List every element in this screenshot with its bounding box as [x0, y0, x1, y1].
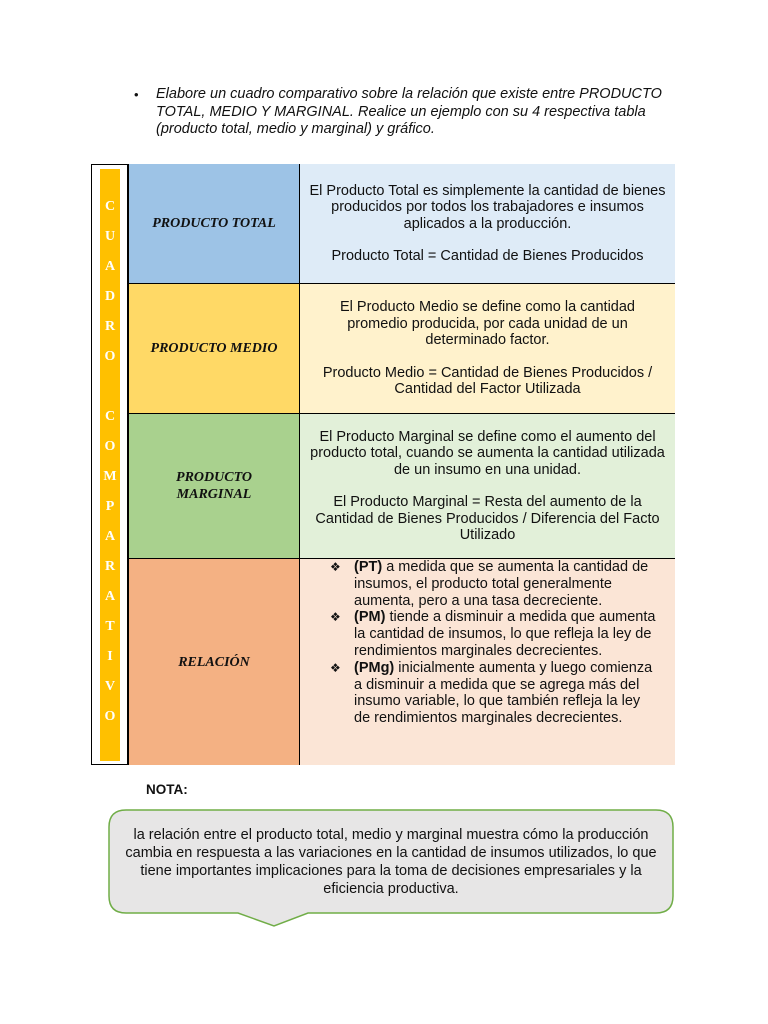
vertical-title-letter: A: [104, 529, 116, 544]
label-producto-total: PRODUCTO TOTAL: [129, 164, 300, 283]
list-item: [330, 660, 660, 727]
vertical-title-letter: A: [104, 259, 116, 274]
item-text: tiende a disminuir a medida que aumenta la cantidad de insumos, lo que refleja la ley de rendimientos marginales decrecientes.: [354, 609, 656, 659]
nota-text: la relación entre el producto total, medio y marginal muestra cómo la producción cambia en respuesta a las variaciones en la cantidad de insumos utilizados, lo que tiene importantes implicaciones para la toma de decisiones empresariales y la eficiencia productiva.: [125, 827, 657, 897]
vertical-title-letter: R: [104, 319, 116, 334]
definition-text: El Producto Total es simplemente la cantidad de bienes producidos por todos los trabajadores e insumos aplicados a la producción.: [309, 182, 666, 232]
row-producto-medio: [129, 284, 675, 414]
list-item: [330, 609, 660, 659]
vertical-title-letter: R: [104, 559, 116, 574]
label-producto-marginal: [129, 414, 300, 558]
vertical-title-letter: I: [107, 649, 113, 664]
vertical-title-letter: O: [104, 439, 116, 454]
nota-label: NOTA:: [146, 782, 188, 797]
formula-text: Producto Medio = Cantidad de Bienes Producidos / Cantidad del Factor Utilizada: [322, 364, 653, 398]
vertical-title-letter: M: [103, 469, 117, 484]
definition-text: El Producto Medio se define como la cantidad promedio producida, por cada unidad de un determinado factor.: [339, 299, 635, 349]
vertical-title-band: [100, 169, 120, 761]
vertical-title-letter: T: [105, 619, 115, 634]
label-producto-medio: PRODUCTO MEDIO: [129, 284, 300, 413]
formula-text: Producto Total = Cantidad de Bienes Producidos: [331, 248, 644, 264]
abbr-text: (PT): [354, 559, 383, 575]
label-relacion: RELACIÓN: [129, 559, 300, 765]
vertical-title-letter: C: [104, 409, 116, 424]
definition-text: El Producto Marginal se define como el aumento del producto total, cuando se aumenta la cantidad utilizada de un insumo en una unidad.: [310, 428, 665, 478]
desc-producto-medio: [300, 284, 675, 413]
nota-callout: [108, 809, 674, 929]
desc-producto-marginal: [300, 414, 675, 558]
list-item: [330, 559, 660, 609]
relation-list: [330, 559, 660, 727]
vertical-title-letter: D: [104, 289, 116, 304]
desc-relacion: [300, 559, 675, 765]
abbr-text: (PM): [354, 609, 386, 626]
diamond-bullet-icon: ❖: [330, 610, 341, 625]
formula-text: El Producto Marginal = Resta del aumento de la Cantidad de Bienes Producidos / Diferencia del Facto Utilizado: [315, 494, 660, 543]
vertical-title-letter: U: [104, 229, 116, 244]
vertical-title-letter: V: [104, 679, 116, 694]
row-producto-total: [129, 164, 675, 284]
diamond-bullet-icon: ❖: [330, 660, 341, 675]
desc-producto-total: [300, 164, 675, 283]
vertical-title-letter: P: [105, 499, 115, 514]
diamond-bullet-icon: ❖: [330, 560, 341, 574]
item-text: a medida que se aumenta la cantidad de insumos, el producto total generalmente aumenta, pero a una tasa decreciente.: [354, 559, 649, 609]
item-text: inicialmente aumenta y luego comienza a disminuir a medida que se agrega más del insumo variable, lo que también refleja la ley de rendimientos marginales decrecientes.: [354, 659, 653, 727]
row-relacion: [129, 559, 675, 765]
vertical-title-letter: O: [104, 349, 116, 364]
vertical-title-letter: A: [104, 589, 116, 604]
row-producto-marginal: [129, 414, 675, 559]
abbr-text: (PMg): [354, 659, 395, 676]
vertical-title-letter: O: [104, 709, 116, 724]
instruction-text: Elabore un cuadro comparativo sobre la relación que existe entre PRODUCTO TOTAL, MEDIO Y MARGINAL. Realice un ejemplo con su 4 respectiva tabla (producto total, medio y marginal) y gráfico.: [156, 86, 662, 137]
label-text: PRODUCTO MARGINAL: [176, 470, 252, 502]
vertical-title-letter: C: [104, 199, 116, 214]
bullet-icon: •: [134, 87, 139, 102]
